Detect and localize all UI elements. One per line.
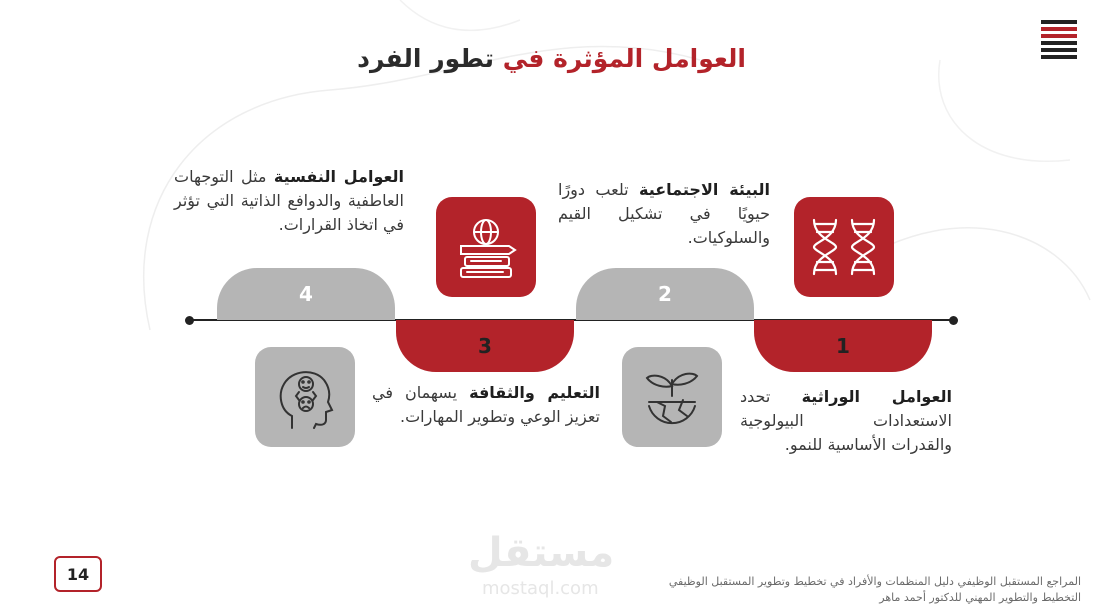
step-2-description — [558, 178, 770, 250]
step-1-number: 1 — [836, 334, 850, 358]
title-rest: تطور الفرد — [357, 44, 495, 73]
step-2-number: 2 — [658, 282, 672, 306]
page-number — [54, 556, 102, 592]
step-4-heading: العوامل النفسية — [273, 167, 405, 186]
dna-icon — [808, 216, 880, 278]
brand-logo — [1041, 20, 1077, 70]
dna-tile — [794, 197, 894, 297]
books-globe-icon — [451, 212, 521, 282]
watermark-url: mostaql.com — [482, 578, 599, 599]
title-highlight: العوامل المؤثرة في — [502, 44, 746, 73]
timeline-end-dot — [949, 316, 958, 325]
step-3-text: يسهمان في تعزيز الوعي وتطوير المهارات. — [372, 383, 600, 426]
step-1-tab — [754, 320, 932, 372]
plant-tile — [622, 347, 722, 447]
step-4-tab — [217, 268, 395, 320]
step-1-heading: العوامل الوراثية — [801, 387, 952, 406]
page-title — [300, 44, 746, 73]
plant-globe-icon — [637, 362, 707, 432]
step-4-text: مثل التوجهات العاطفية والدوافع الذاتية التي تؤثر في اتخاذ القرارات. — [174, 167, 404, 234]
footer-reference — [669, 574, 1081, 606]
step-1-text: تحدد الاستعدادات البيولوجية والقدرات الأساسية للنمو. — [740, 387, 952, 454]
step-3-number: 3 — [478, 334, 492, 358]
step-4-number: 4 — [299, 282, 313, 306]
step-3-heading: التعليم والثقافة — [469, 383, 600, 402]
step-1-description — [740, 385, 952, 457]
books-tile — [436, 197, 536, 297]
footer-line-1: المراجع المستقبل الوظيفي دليل المنظمات والأفراد في تخطيط وتطوير المستقبل الوظيفي — [668, 575, 1081, 588]
step-3-tab — [396, 320, 574, 372]
step-3-description — [372, 381, 600, 429]
step-2-tab — [576, 268, 754, 320]
head-emotions-icon — [270, 362, 340, 432]
head-tile — [255, 347, 355, 447]
watermark-logo: مستقل — [468, 530, 615, 576]
step-2-text: تلعب دورًا حيويًا في تشكيل القيم والسلوكيات. — [558, 180, 770, 247]
page-number-text: 14 — [66, 564, 90, 584]
step-2-heading: البيئة الاجتماعية — [638, 180, 770, 199]
step-4-description — [174, 165, 404, 237]
footer-line-2: التخطيط والتطوير المهني للدكتور أحمد ماهر — [879, 591, 1081, 604]
timeline-start-dot — [185, 316, 194, 325]
